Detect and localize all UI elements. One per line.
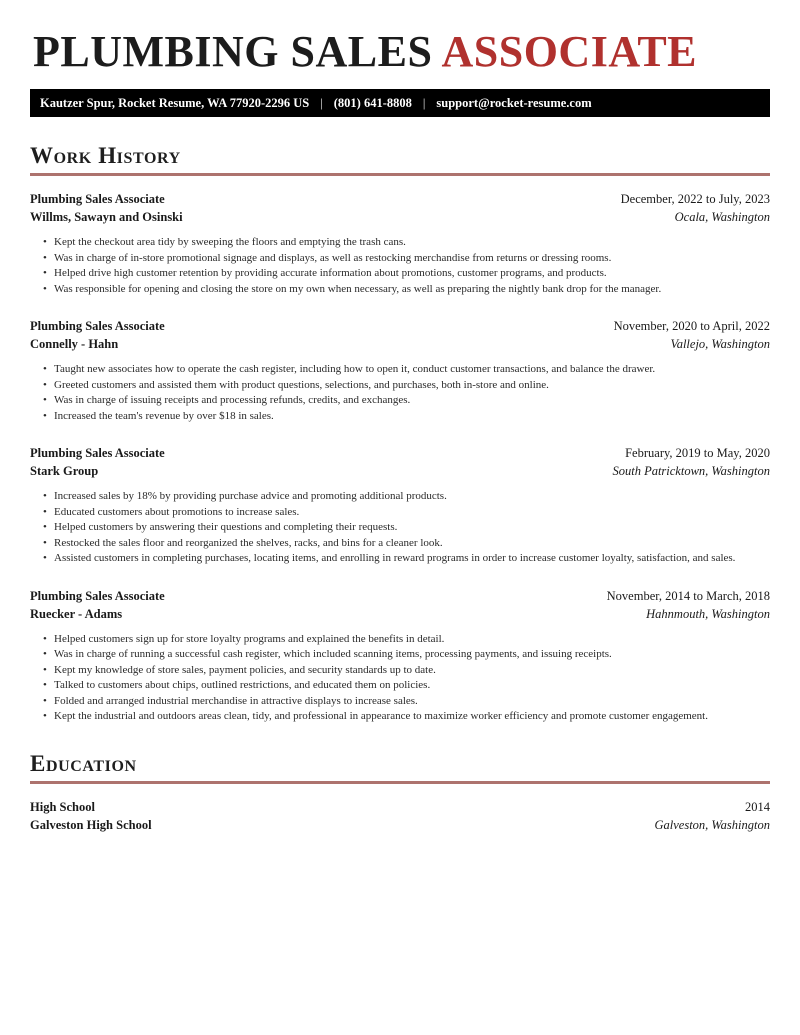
education-dates: 2014 [745,800,770,815]
bullet-item: • Restocked the sales floor and reorganized the shelves, racks, and bins for a cleaner look. [43,536,770,552]
bullet-item: • Helped customers by answering their questions and completing their requests. [43,520,770,536]
job-dates: November, 2020 to April, 2022 [613,319,770,334]
education-school: Galveston High School [30,818,152,833]
education-degree: High School [30,800,95,815]
contact-email: support@rocket-resume.com [436,96,592,110]
job-employer-row [30,208,770,226]
job-employer-row [30,605,770,623]
job-dates: December, 2022 to July, 2023 [620,192,770,207]
education-entry [30,798,770,834]
bullet-item: • Kept my knowledge of store sales, payment policies, and security standards up to date. [43,663,770,679]
contact-address: Kautzer Spur, Rocket Resume, WA 77920-2296 US [40,96,310,110]
job-entry [30,587,770,725]
bullet-item: • Educated customers about promotions to increase sales. [43,505,770,521]
education-degree-row [30,798,770,816]
job-title-row [30,587,770,605]
job-bullets [30,235,770,297]
resume-title-accent: ASSOCIATE [441,27,698,76]
job-title-row [30,190,770,208]
job-bullets [30,362,770,424]
section-education [30,751,770,834]
contact-bar [30,89,770,117]
section-rule [30,781,770,784]
job-employer: Stark Group [30,464,99,479]
contact-divider: | [422,96,426,110]
section-work-history [30,143,770,725]
bullet-item: • Greeted customers and assisted them with product questions, selections, and purchases, both in-store and online. [43,378,770,394]
job-title: Plumbing Sales Associate [30,319,165,334]
job-title: Plumbing Sales Associate [30,192,165,207]
job-location: South Patricktown, Washington [612,464,770,479]
bullet-item: • Was in charge of issuing receipts and processing refunds, credits, and exchanges. [43,393,770,409]
section-rule [30,173,770,176]
job-entry [30,190,770,297]
job-employer: Connelly - Hahn [30,337,119,352]
bullet-item: • Increased the team's revenue by over $18 in sales. [43,409,770,425]
bullet-item: • Talked to customers about chips, outlined restrictions, and educated them on policies. [43,678,770,694]
job-employer-row [30,462,770,480]
education-heading: Education [30,750,137,776]
bullet-item: • Kept the checkout area tidy by sweeping the floors and emptying the trash cans. [43,235,770,251]
resume-title [33,27,770,76]
job-dates: February, 2019 to May, 2020 [625,446,770,461]
job-title-row [30,317,770,335]
job-bullets [30,489,770,567]
job-entry [30,317,770,424]
bullet-item: • Was responsible for opening and closing the store on my own when necessary, as well as preparing the nightly bank drop for the manager. [43,282,770,298]
bullet-item: • Helped drive high customer retention by providing accurate information about promotions, customer programs, and products. [43,266,770,282]
job-bullets [30,632,770,725]
job-title-row [30,444,770,462]
bullet-item: • Increased sales by 18% by providing purchase advice and promoting additional products. [43,489,770,505]
bullet-item: • Folded and arranged industrial merchandise in attractive displays to increase sales. [43,694,770,710]
education-school-row [30,816,770,834]
work-history-heading: Work History [30,143,181,168]
job-entry [30,444,770,567]
job-dates: November, 2014 to March, 2018 [606,588,770,603]
bullet-item: • Taught new associates how to operate the cash register, including how to open it, conduct customer transactions, and balance the drawer. [43,362,770,378]
job-location: Vallejo, Washington [670,337,770,352]
bullet-item: • Assisted customers in completing purchases, locating items, and enrolling in reward programs in order to increase customer loyalty, satisfaction, and sales. [43,551,770,567]
bullet-item: • Kept the industrial and outdoors areas clean, tidy, and professional in appearance to maximize worker efficiency and promote customer engagement. [43,709,770,725]
job-title: Plumbing Sales Associate [30,446,165,461]
resume-title-primary: PLUMBING SALES [33,27,442,76]
job-location: Hahnmouth, Washington [646,606,770,621]
contact-phone: (801) 641-8808 [333,96,412,110]
job-title: Plumbing Sales Associate [30,588,165,603]
job-employer: Ruecker - Adams [30,606,123,621]
bullet-item: • Was in charge of running a successful cash register, which included scanning items, processing payments, and issuing receipts. [43,647,770,663]
bullet-item: • Was in charge of in-store promotional signage and displays, as well as restocking merchandise from returns or dressing rooms. [43,251,770,267]
contact-divider: | [320,96,323,110]
job-location: Ocala, Washington [674,210,770,225]
education-location: Galveston, Washington [654,818,770,833]
job-employer: Willms, Sawayn and Osinski [30,210,183,225]
job-employer-row [30,335,770,353]
bullet-item: • Helped customers sign up for store loyalty programs and explained the benefits in detail. [43,632,770,648]
